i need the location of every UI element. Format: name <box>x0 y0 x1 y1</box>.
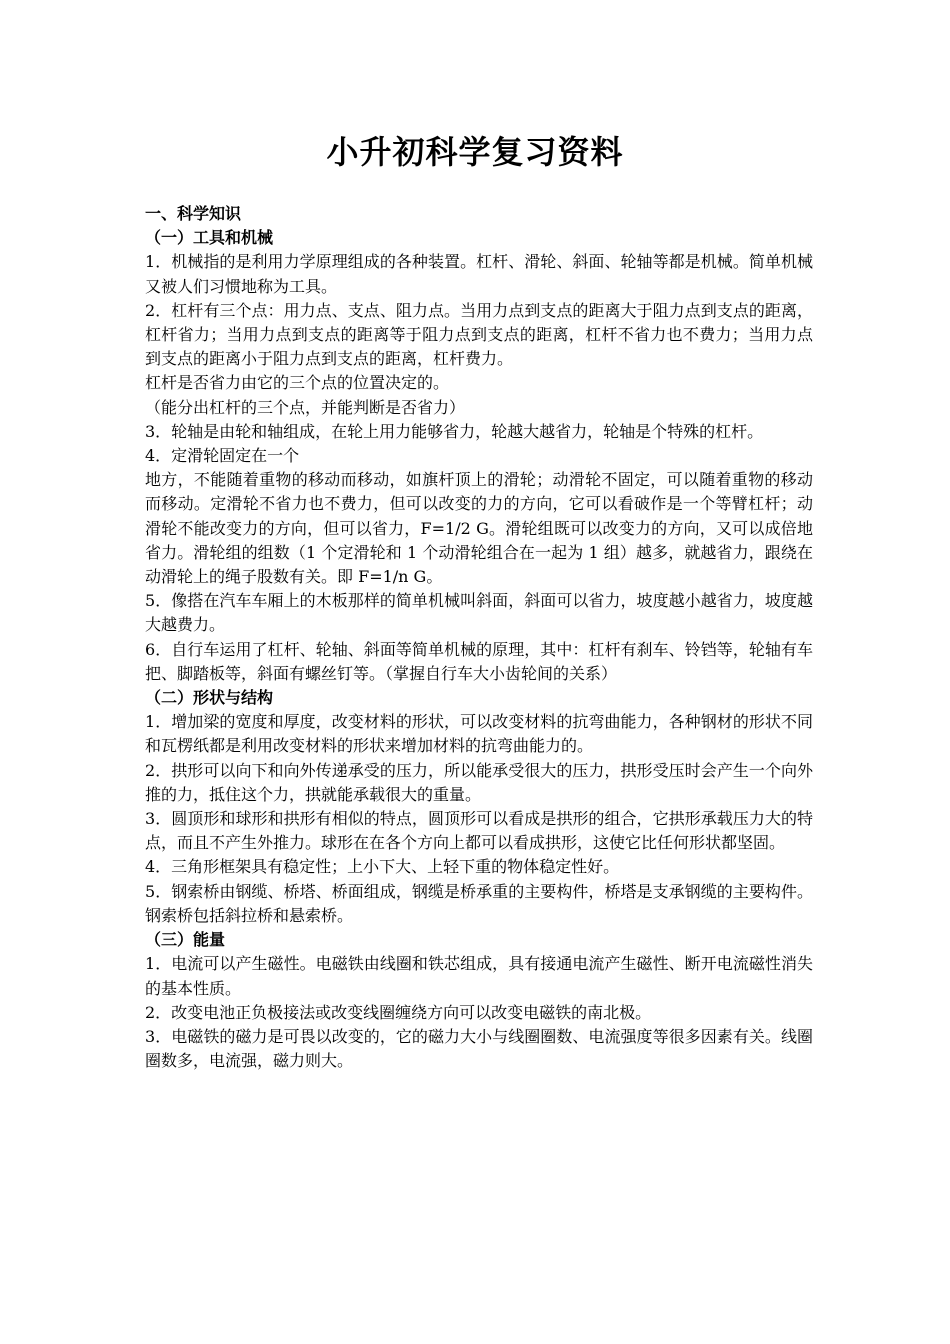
paragraph: 2．改变电池正负极接法或改变线圈缠绕方向可以改变电磁铁的南北极。 <box>145 1002 652 1022</box>
paragraph: 4．定滑轮固定在一个 <box>145 446 300 466</box>
paragraph: 地方，不能随着重物的移动而移动，如旗杆顶上的滑轮；动滑轮不固定，可以随着重物的移动而移动。定滑轮不省力也不费力，但可以改变的力的方向，它可以看破作是一个等臂杠杆；动滑轮不能改变力的方向，但可以省力，F=1/2 G。滑轮组既可以改变力的方向，又可以成倍地省力。滑轮组的组数（1 个定滑轮和 1 个动滑轮组合在一起为 1 组）越多，就越省力，跟绕在动滑轮上的绳子股数有关。即 F=1/n G。 <box>145 470 813 587</box>
paragraph: 2．拱形可以向下和向外传递承受的压力，所以能承受很大的压力，拱形受压时会产生一个向外推的力，抵住这个力，拱就能承载很大的重量。 <box>145 760 813 804</box>
paragraph: 杠杆是否省力由它的三个点的位置决定的。 <box>145 373 450 393</box>
paragraph: 5．钢索桥由钢缆、桥塔、桥面组成，钢缆是桥承重的主要构件，桥塔是支承钢缆的主要构件。钢索桥包括斜拉桥和悬索桥。 <box>145 881 813 925</box>
paragraph: 6．自行车运用了杠杆、轮轴、斜面等简单机械的原理，其中：杠杆有刹车、铃铛等，轮轴有车把、脚踏板等，斜面有螺丝钉等。（掌握自行车大小齿轮间的关系） <box>145 639 813 683</box>
paragraph: 5．像搭在汽车车厢上的木板那样的简单机械叫斜面，斜面可以省力，坡度越小越省力，坡度越大越费力。 <box>145 591 813 635</box>
section-heading-science-knowledge: 一、科学知识 <box>145 204 242 223</box>
paragraph: 1．增加梁的宽度和厚度，改变材料的形状，可以改变材料的抗弯曲能力，各种钢材的形状不同和瓦楞纸都是利用改变材料的形状来增加材料的抗弯曲能力的。 <box>145 712 813 756</box>
paragraph: 4．三角形框架具有稳定性；上小下大、上轻下重的物体稳定性好。 <box>145 857 620 877</box>
document-title: 小升初科学复习资料 <box>326 133 624 171</box>
paragraph: 3．轮轴是由轮和轴组成，在轮上用力能够省力，轮越大越省力，轮轴是个特殊的杠杆。 <box>145 421 764 441</box>
paragraph: 2．杠杆有三个点：用力点、支点、阻力点。当用力点到支点的距离大于阻力点到支点的距离，杠杆省力；当用力点到支点的距离等于阻力点到支点的距离，杠杆不省力也不费力；当用力点到支点的距离小于阻力点到支点的距离，杠杆费力。 <box>145 300 813 369</box>
paragraph: 3．圆顶形和球形和拱形有相似的特点，圆顶形可以看成是拱形的组合，它拱形承载压力大的特点，而且不产生外推力。球形在在各个方向上都可以看成拱形，这使它比任何形状都坚固。 <box>145 809 813 853</box>
subsection-heading-shape-structure: （二）形状与结构 <box>145 688 274 708</box>
subsection-heading-tools: （一）工具和机械 <box>145 228 274 248</box>
paragraph: 3．电磁铁的磁力是可畏以改变的，它的磁力大小与线圈圈数、电流强度等很多因素有关。线圈圈数多，电流强，磁力则大。 <box>145 1026 813 1071</box>
paragraph: 1．电流可以产生磁性。电磁铁由线圈和铁芯组成，具有接通电流产生磁性、断开电流磁性消失的基本性质。 <box>145 954 813 998</box>
document-body <box>145 202 813 1073</box>
paragraph: （能分出杠杆的三个点，并能判断是否省力） <box>145 397 466 417</box>
subsection-heading-energy: （三）能量 <box>145 930 226 950</box>
paragraph: 1．机械指的是利用力学原理组成的各种装置。杠杆、滑轮、斜面、轮轴等都是机械。简单机械又被人们习惯地称为工具。 <box>145 252 813 296</box>
